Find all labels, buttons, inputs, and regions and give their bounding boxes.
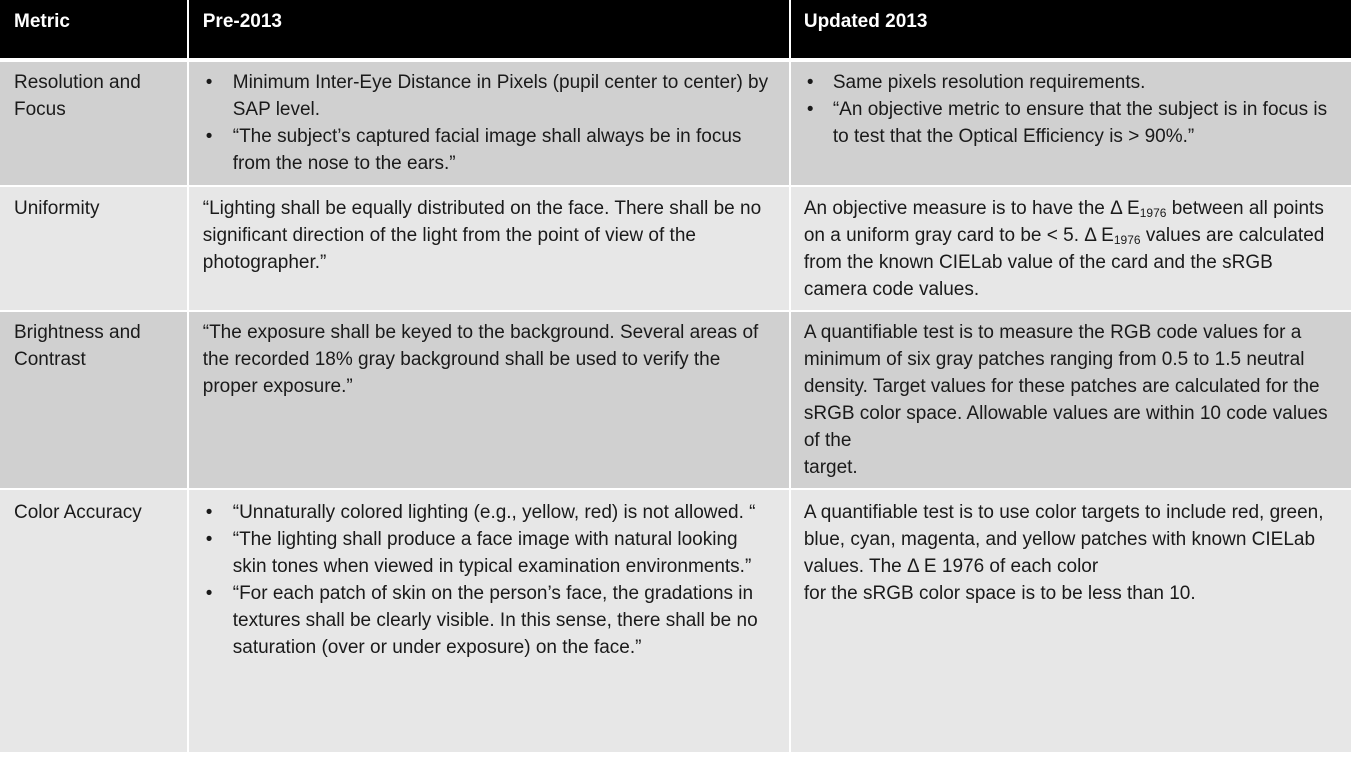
pre-2013-cell — [189, 62, 789, 185]
pre-2013-cell: “Lighting shall be equally distributed on the face. There shall be no significant direction of the light from the point of view of the photographer.” — [189, 187, 789, 310]
header-pre-2013: Pre-2013 — [189, 0, 789, 58]
table-row-resolution-focus — [0, 62, 1351, 185]
bullet-item: • Same pixels resolution requirements. — [804, 69, 1337, 96]
updated-text-line: A quantifiable test is to measure the RGB code values for a minimum of six gray patches ranging from 0.5 to 1.5 neutral density. Target values for these patches are calculated for the sRGB color space. Allowable values are within 10 code values of the — [803, 322, 1328, 451]
updated-text-part: values are calculated from the known CIELab value of the card and the sRGB camera code values. — [803, 225, 1325, 300]
bullet-item: • “For each patch of skin on the person’s face, the gradations in textures shall be clearly visible. In this sense, there shall be no saturation (over or under exposure) on the face.” — [203, 580, 775, 661]
pre-2013-cell: “The exposure shall be keyed to the background. Several areas of the recorded 18% gray background shall be used to verify the proper exposure.” — [189, 312, 789, 488]
subscript-1976: 1976 — [1139, 206, 1167, 220]
metric-cell: Color Accuracy — [0, 490, 187, 752]
bullet-item: • “An objective metric to ensure that the subject is in focus is to test that the Optical Efficiency is > 90%.” — [804, 96, 1337, 150]
bullet-item: • Minimum Inter-Eye Distance in Pixels (pupil center to center) by SAP level. — [203, 69, 775, 123]
updated-text-line: for the sRGB color space is to be less than 10. — [803, 583, 1196, 604]
updated-text-part: An objective measure is to have the Δ E — [803, 198, 1140, 219]
header-updated-2013: Updated 2013 — [791, 0, 1351, 58]
header-metric: Metric — [0, 0, 187, 58]
updated-text-part: between all points on a uniform gray card to be < 5. Δ E — [803, 198, 1324, 246]
metric-cell: Uniformity — [0, 187, 187, 310]
table-row-color-accuracy — [0, 490, 1351, 752]
pre-2013-bullet-list — [203, 69, 775, 177]
bullet-item: • “Unnaturally colored lighting (e.g., yellow, red) is not allowed. “ — [203, 499, 775, 526]
pre-2013-cell — [189, 490, 789, 752]
table-header-row — [0, 0, 1351, 58]
updated-2013-bullet-list — [804, 69, 1337, 150]
table-row-uniformity — [0, 187, 1351, 310]
bullet-item: • “The subject’s captured facial image shall always be in focus from the nose to the ears.” — [203, 123, 775, 177]
updated-2013-cell — [791, 62, 1351, 185]
updated-text-line: A quantifiable test is to use color targets to include red, green, blue, cyan, magenta, and yellow patches with known CIELab values. The Δ E 1976 of each color — [803, 502, 1324, 577]
updated-2013-cell — [791, 490, 1351, 752]
table-row-brightness-contrast — [0, 312, 1351, 488]
pre-2013-bullet-list — [203, 499, 775, 661]
updated-text-line: target. — [803, 457, 858, 478]
updated-2013-cell — [791, 312, 1351, 488]
metric-cell: Resolution and Focus — [0, 62, 187, 185]
updated-2013-cell — [791, 187, 1351, 310]
bullet-item: • “The lighting shall produce a face image with natural looking skin tones when viewed in typical examination environments.” — [203, 526, 775, 580]
subscript-1976: 1976 — [1113, 233, 1141, 247]
metric-cell: Brightness and Contrast — [0, 312, 187, 488]
